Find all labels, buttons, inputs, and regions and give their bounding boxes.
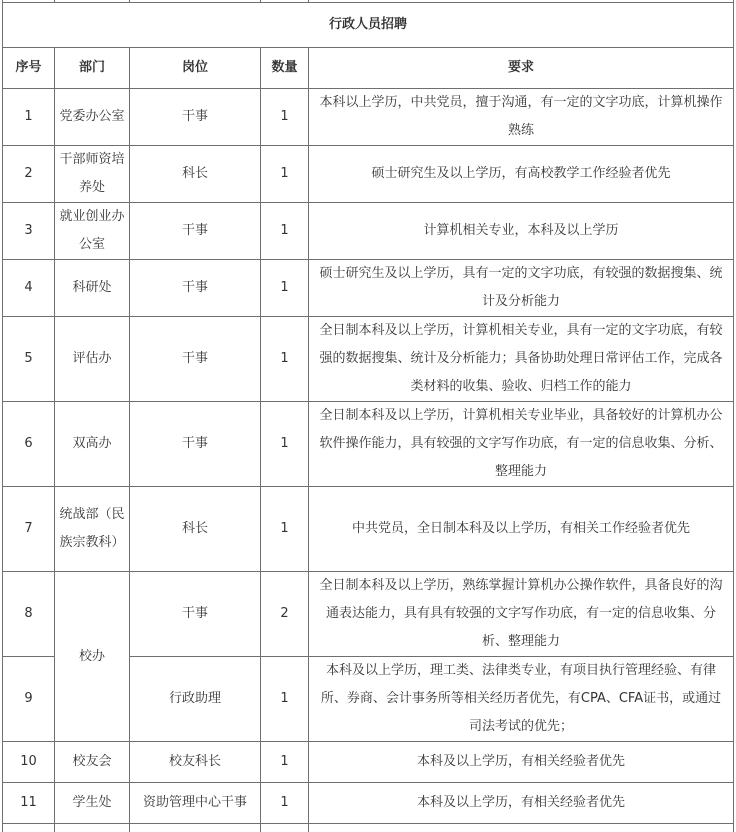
cell-req: 全日制本科及以上学历，熟练掌握计算机办公操作软件，具备良好的沟通表达能力，具有具有较强的文字写作功底，有一定的信息收集、分析、整理能力 — [309, 572, 734, 657]
cell-no: 9 — [3, 657, 55, 742]
header-count: 数量 — [261, 48, 309, 89]
cell-count: 1 — [261, 742, 309, 783]
cell-dept: 校友会 — [55, 742, 130, 783]
table-title: 行政人员招聘 — [3, 3, 734, 48]
cell-req: 本科以上学历，中共党员，擅于沟通，有一定的文字功底，计算机操作熟练 — [309, 89, 734, 146]
table-row — [3, 783, 734, 824]
cell-no: 2 — [3, 146, 55, 203]
cell-no: 7 — [3, 487, 55, 572]
cell-count: 1 — [261, 657, 309, 742]
header-dept: 部门 — [55, 48, 130, 89]
cell-dept: 学生处 — [55, 783, 130, 824]
cell-no: 3 — [3, 203, 55, 260]
cell-no: 1 — [3, 89, 55, 146]
cell-count: 1 — [261, 260, 309, 317]
cell-count: 1 — [261, 487, 309, 572]
cell-no: 8 — [3, 572, 55, 657]
cell-post: 科长 — [130, 146, 261, 203]
cell-post: 资助管理中心干事 — [130, 783, 261, 824]
recruitment-table — [2, 0, 734, 832]
cell-post: 科长 — [130, 487, 261, 572]
table-row — [3, 487, 734, 572]
cell-dept: 评估办 — [55, 317, 130, 402]
cell-post: 干事 — [130, 572, 261, 657]
cell-req: 硕士研究生及以上学历，具有一定的文字功底，有较强的数据搜集、统计及分析能力 — [309, 260, 734, 317]
table-row — [3, 402, 734, 487]
cell-req: 本科及以上学历，理工类、法律类专业，有项目执行管理经验、有律所、券商、会计事务所等相关经历者优先，有CPA、CFA证书，或通过司法考试的优先； — [309, 657, 734, 742]
table-header-row — [3, 48, 734, 89]
cell-req: 本科及以上学历，有相关经验者优先 — [309, 742, 734, 783]
table-row — [3, 146, 734, 203]
cell-no: 10 — [3, 742, 55, 783]
cell-dept: 党委办公室 — [55, 89, 130, 146]
cell-post: 干事 — [130, 317, 261, 402]
table-row — [3, 260, 734, 317]
cell-count: 1 — [261, 317, 309, 402]
table-row — [3, 203, 734, 260]
cell-no: 6 — [3, 402, 55, 487]
cell-dept: 干部师资培养处 — [55, 146, 130, 203]
cell-dept: 双高办 — [55, 402, 130, 487]
cell-req: 本科及以上学历，有相关经验者优先 — [309, 783, 734, 824]
cell-no: 4 — [3, 260, 55, 317]
cell-dept: 统战部（民族宗教科） — [55, 487, 130, 572]
cell-dept: 就业创业办公室 — [55, 203, 130, 260]
cell-no: 11 — [3, 783, 55, 824]
cell-post: 干事 — [130, 203, 261, 260]
cell-count: 1 — [261, 402, 309, 487]
table-row — [3, 742, 734, 783]
cell-count: 1 — [261, 89, 309, 146]
cell-post: 干事 — [130, 89, 261, 146]
header-no: 序号 — [3, 48, 55, 89]
cell-dept: 科研处 — [55, 260, 130, 317]
cell-count: 2 — [261, 572, 309, 657]
cell-req: 中共党员，全日制本科及以上学历，有相关工作经验者优先 — [309, 487, 734, 572]
table-title-row — [3, 3, 734, 48]
header-req: 要求 — [309, 48, 734, 89]
cell-count: 1 — [261, 146, 309, 203]
table-row — [3, 317, 734, 402]
cell-post: 干事 — [130, 260, 261, 317]
cell-req: 硕士研究生及以上学历，有高校教学工作经验者优先 — [309, 146, 734, 203]
cell-no: 5 — [3, 317, 55, 402]
table-row — [3, 572, 734, 657]
header-post: 岗位 — [130, 48, 261, 89]
cell-req: 计算机相关专业，本科及以上学历 — [309, 203, 734, 260]
cell-count: 1 — [261, 783, 309, 824]
cell-count: 1 — [261, 203, 309, 260]
cell-req: 全日制本科及以上学历，计算机相关专业毕业，具备较好的计算机办公软件操作能力，具有较强的文字写作功底，有一定的信息收集、分析、整理能力 — [309, 402, 734, 487]
cell-post: 校友科长 — [130, 742, 261, 783]
cell-post: 行政助理 — [130, 657, 261, 742]
cell-dept: 校办 — [55, 572, 130, 742]
table-row — [3, 89, 734, 146]
cell-req: 全日制本科及以上学历，计算机相关专业，具有一定的文字功底，有较强的数据搜集、统计及分析能力；具备协助处理日常评估工作，完成各类材料的收集、验收、归档工作的能力 — [309, 317, 734, 402]
cell-post: 干事 — [130, 402, 261, 487]
